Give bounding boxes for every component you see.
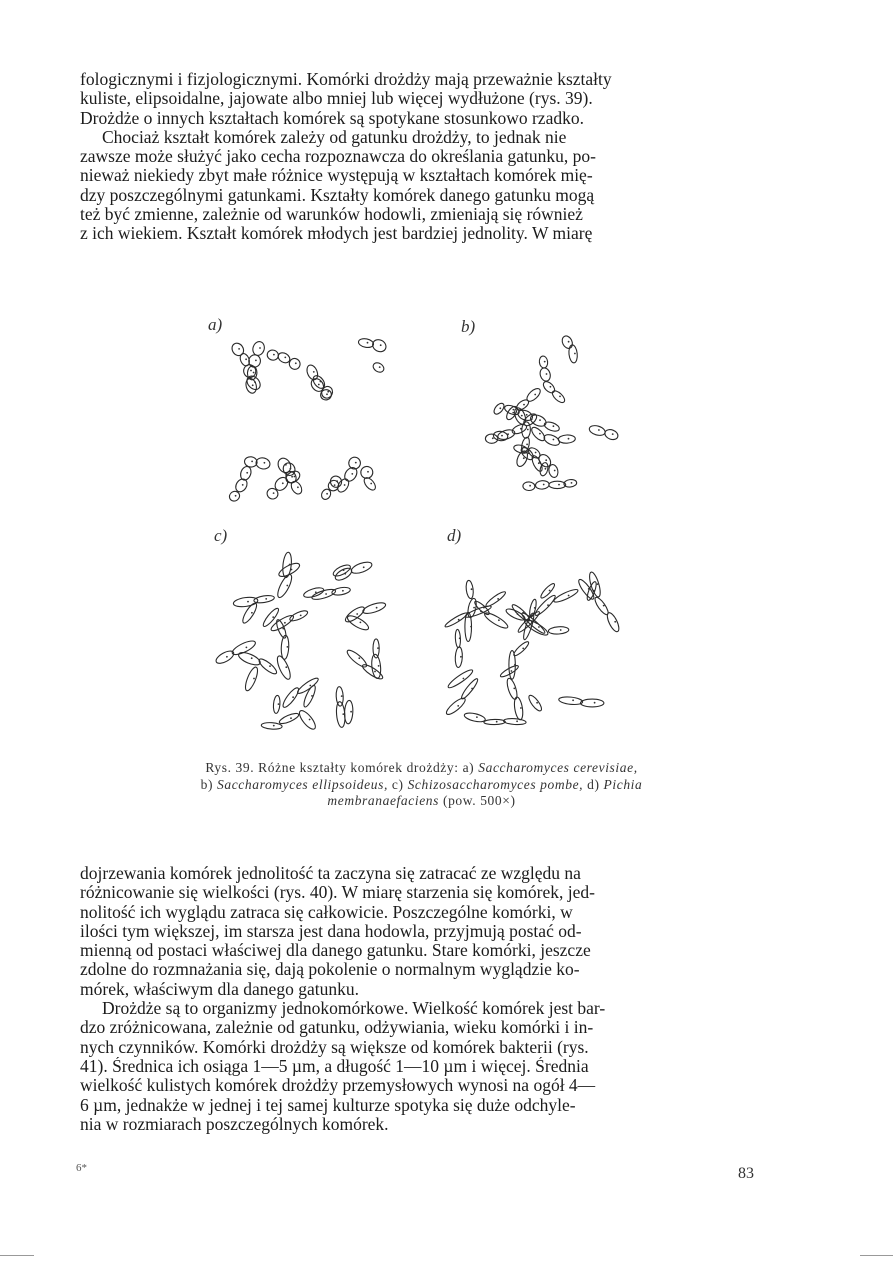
cell-granule-drawing	[574, 353, 576, 355]
cell-granule-drawing	[531, 419, 533, 421]
cell-granule-drawing	[300, 615, 302, 617]
cell-granule-drawing	[534, 394, 536, 396]
caption-line	[118, 777, 725, 794]
cell-granule-drawing	[497, 598, 499, 600]
yeast-cell-drawing	[265, 486, 280, 501]
caption-text: Rys. 39. Różne kształty komórek drożdży: a)	[205, 760, 479, 775]
cell-granule-drawing	[309, 719, 311, 721]
caption-text: b)	[200, 776, 218, 792]
yeast-cell-drawing	[243, 666, 260, 692]
cell-granule-drawing	[326, 393, 328, 395]
cell-granule-drawing	[342, 713, 344, 715]
caption-text: c)	[387, 776, 408, 792]
species-name: Pichia	[603, 776, 643, 792]
yeast-cell-drawing	[525, 386, 543, 403]
caption-line	[118, 760, 725, 777]
cell-granule-drawing	[603, 605, 605, 607]
page-number: 83	[738, 1165, 754, 1182]
yeast-cell-drawing	[277, 561, 301, 579]
cell-granule-drawing	[252, 384, 254, 386]
text-line: 6 µm, jednakże w jednej i tej samej kulturze spotyka się duże odchyle-	[80, 1095, 576, 1115]
paragraph-top	[80, 70, 762, 244]
figure-panel-b	[437, 315, 637, 515]
cell-granule-drawing	[265, 598, 267, 600]
cell-granule-drawing	[543, 484, 545, 486]
cell-granule-drawing	[255, 360, 257, 362]
text-line: zdolne do rozmnażania się, dają pokolenie o normalnym wyglądzie ko-	[80, 960, 580, 980]
cell-granule-drawing	[544, 361, 546, 363]
cell-granule-drawing	[273, 354, 275, 356]
cell-granule-drawing	[545, 459, 547, 461]
yeast-cell-drawing	[273, 475, 291, 493]
cell-granule-drawing	[367, 471, 369, 473]
yeast-cell-drawing	[550, 389, 566, 405]
cell-granule-drawing	[545, 468, 547, 470]
figure-panel-a	[208, 315, 412, 515]
cell-granule-drawing	[522, 648, 524, 650]
yeast-cell-drawing	[302, 684, 318, 708]
cell-granule-drawing	[327, 391, 329, 393]
cell-granule-drawing	[272, 616, 274, 618]
yeast-cell-drawing	[464, 711, 487, 723]
text-line: z ich wiekiem. Kształt komórek młodych jest bardziej jednolity. W miarę	[80, 224, 593, 244]
cell-granule-drawing	[379, 366, 381, 368]
yeast-cells-figure	[208, 315, 632, 751]
cell-granule-drawing	[527, 429, 529, 431]
cell-granule-drawing	[471, 588, 473, 590]
text-line: Drożdże o innych kształtach komórek są spotykane stosunkowo rzadko.	[80, 108, 584, 128]
cell-granule-drawing	[594, 702, 596, 704]
cell-granule-drawing	[513, 409, 515, 411]
cell-granule-drawing	[282, 628, 284, 630]
yeast-cell-drawing	[483, 610, 510, 630]
cell-granule-drawing	[251, 657, 253, 659]
yeast-cell-drawing	[261, 722, 282, 730]
yeast-cell-drawing	[362, 601, 387, 616]
cell-granule-drawing	[549, 590, 551, 592]
text-line: Chociaż kształt komórek zależy od gatunku drożdży, to jednak nie	[102, 127, 567, 147]
cell-granule-drawing	[554, 470, 556, 472]
panel-label-d: d)	[447, 526, 462, 545]
cell-granule-drawing	[473, 607, 475, 609]
cell-granule-drawing	[526, 444, 528, 446]
cell-granule-drawing	[614, 621, 616, 623]
yeast-cell-drawing	[446, 668, 474, 690]
cell-granule-drawing	[320, 381, 322, 383]
cell-granule-drawing	[289, 564, 291, 566]
yeast-cell-drawing	[371, 337, 389, 354]
cell-granule-drawing	[536, 622, 538, 624]
cell-granule-drawing	[290, 717, 292, 719]
cell-granule-drawing	[351, 473, 353, 475]
cell-granule-drawing	[539, 433, 541, 435]
cell-granule-drawing	[380, 344, 382, 346]
cell-granule-drawing	[292, 696, 294, 698]
cell-granule-drawing	[367, 342, 369, 344]
cell-granule-drawing	[550, 386, 552, 388]
text-line: ilości tym większej, im starsza jest dana hodowla, przyjmują postać od-	[80, 921, 582, 941]
yeast-cell-drawing	[576, 578, 596, 601]
yeast-cells-illustration-b	[437, 315, 637, 515]
yeast-cell-drawing	[530, 425, 547, 443]
yeast-cell-drawing	[587, 571, 602, 598]
yeast-cell-drawing	[281, 461, 297, 478]
caption-text: d)	[583, 776, 604, 792]
yeast-cell-drawing	[543, 420, 560, 433]
yeast-cell-drawing	[297, 708, 318, 731]
yeast-cell-drawing	[266, 349, 279, 361]
figure-caption	[118, 760, 725, 810]
scan-edge-line	[0, 1255, 34, 1256]
cell-granule-drawing	[250, 370, 252, 372]
yeast-cell-drawing	[541, 380, 556, 395]
cell-granule-drawing	[269, 665, 271, 667]
cell-granule-drawing	[520, 707, 522, 709]
cell-granule-drawing	[344, 484, 346, 486]
text-line: dojrzewania komórek jednolitość ta zaczyna się zatracać ze względu na	[80, 864, 581, 883]
yeast-cell-drawing	[344, 700, 353, 724]
cell-granule-drawing	[355, 462, 357, 464]
yeast-cell-drawing	[231, 638, 258, 657]
cell-granule-drawing	[568, 595, 570, 597]
cell-granule-drawing	[253, 678, 255, 680]
text-line: 41). Średnica ich osiąga 1—5 µm, a długość 1—10 µm i więcej. Średnia	[80, 1056, 589, 1076]
cell-granule-drawing	[291, 476, 293, 478]
cell-granule-drawing	[294, 476, 296, 478]
yeast-cell-drawing	[345, 648, 369, 670]
yeast-cell-drawing	[230, 341, 246, 358]
yeast-cell-drawing	[503, 718, 526, 725]
panel-label-a: a)	[208, 315, 223, 334]
text-line: dzy poszczególnymi gatunkami. Kształty komórek danego gatunku mogą	[80, 185, 595, 205]
cell-granule-drawing	[313, 371, 315, 373]
yeast-cell-drawing	[303, 586, 325, 599]
text-line: dzo zróżnicowana, zależnie od gatunku, odżywiania, wieku komórki i in-	[80, 1018, 594, 1038]
yeast-cell-drawing	[558, 435, 575, 444]
text-line: nieważ niekiedy zbyt małe różnice występują w kształtach komórek mię-	[80, 166, 593, 186]
cell-granule-drawing	[356, 613, 358, 615]
cell-granule-drawing	[273, 492, 275, 494]
panel-label-c: c)	[214, 526, 228, 545]
text-line: też być zmienne, zależnie od warunków hodowli, zmieniają się również	[80, 205, 583, 225]
cell-granule-drawing	[535, 452, 537, 454]
panel-label-b: b)	[461, 317, 476, 336]
yeast-cell-drawing	[289, 480, 304, 496]
cell-granule-drawing	[334, 484, 336, 486]
yeast-cell-drawing	[371, 361, 385, 374]
cell-granule-drawing	[612, 433, 614, 435]
cell-granule-drawing	[520, 428, 522, 430]
cell-granule-drawing	[513, 688, 515, 690]
yeast-cell-drawing	[465, 580, 474, 599]
species-name: membranaefaciens	[327, 793, 439, 808]
cell-granule-drawing	[282, 482, 284, 484]
cell-granule-drawing	[246, 472, 248, 474]
scan-edge-line	[860, 1255, 893, 1256]
cell-granule-drawing	[363, 566, 365, 568]
yeast-cell-drawing	[492, 401, 506, 415]
cell-granule-drawing	[529, 485, 531, 487]
cell-granule-drawing	[572, 699, 574, 701]
yeast-cell-drawing	[346, 613, 371, 632]
cell-granule-drawing	[483, 607, 485, 609]
cell-granule-drawing	[458, 619, 460, 621]
cell-granule-drawing	[286, 585, 288, 587]
text-line: nych czynników. Komórki drożdży są większe od komórek bakterii (rys.	[80, 1037, 589, 1057]
yeast-cells-illustration-c	[212, 540, 412, 740]
yeast-cell-drawing	[530, 454, 544, 473]
yeast-cell-drawing	[275, 654, 293, 680]
cell-granule-drawing	[512, 412, 514, 414]
yeast-cell-drawing	[331, 586, 351, 596]
cell-granule-drawing	[598, 429, 600, 431]
cell-granule-drawing	[517, 613, 519, 615]
caption-line	[118, 793, 725, 810]
cell-granule-drawing	[457, 705, 459, 707]
cell-granule-drawing	[459, 637, 461, 639]
cell-granule-drawing	[528, 452, 530, 454]
cell-granule-drawing	[295, 362, 297, 364]
text-line: kuliste, elipsoidalne, jajowate albo mniej lub więcej wydłużone (rys. 39).	[80, 89, 593, 109]
cell-granule-drawing	[539, 419, 541, 421]
cell-granule-drawing	[318, 384, 320, 386]
text-line: fologicznymi i fizjologicznymi. Komórki drożdży mają przeważnie kształty	[80, 70, 612, 89]
yeast-cell-drawing	[257, 657, 278, 676]
yeast-cell-drawing	[513, 696, 524, 720]
species-name: Saccharomyces ellipsoideus,	[217, 776, 388, 792]
species-name: Saccharomyces cerevisiae,	[478, 760, 638, 775]
text-line: różnicowanie się wielkości (rys. 40). W miarę starzenia się komórek, jed-	[80, 883, 595, 903]
cell-granule-drawing	[247, 601, 249, 603]
yeast-cell-drawing	[553, 587, 580, 604]
cell-granule-drawing	[311, 695, 313, 697]
cell-granule-drawing	[377, 647, 379, 649]
yeast-cell-drawing	[542, 433, 561, 448]
cell-granule-drawing	[558, 484, 560, 486]
cell-granule-drawing	[326, 493, 328, 495]
cell-granule-drawing	[523, 457, 525, 459]
cell-granule-drawing	[341, 695, 343, 697]
cell-granule-drawing	[370, 483, 372, 485]
cell-granule-drawing	[597, 583, 599, 585]
cell-granule-drawing	[284, 357, 286, 359]
yeast-cell-drawing	[581, 699, 604, 707]
cell-granule-drawing	[246, 647, 248, 649]
cell-granule-drawing	[547, 604, 549, 606]
yeast-cell-drawing	[350, 560, 373, 576]
yeast-cell-drawing	[588, 424, 606, 437]
yeast-cell-drawing	[335, 701, 345, 727]
text-line: wielkość kulistych komórek drożdży przemysłowych wynosi na ogół 4—	[80, 1076, 596, 1096]
cell-granule-drawing	[251, 612, 253, 614]
cell-granule-drawing	[226, 656, 228, 658]
yeast-cell-drawing	[281, 686, 301, 709]
cell-granule-drawing	[259, 347, 261, 349]
yeast-cells-illustration-d	[437, 540, 637, 740]
text-line: nolitość ich wyglądu zatraca się całkowicie. Poszczególne komórki, w	[80, 902, 573, 922]
cell-granule-drawing	[360, 622, 362, 624]
yeast-cell-drawing	[568, 345, 578, 364]
cell-granule-drawing	[253, 372, 255, 374]
text-line: zawsze może służyć jako cecha rozpoznawcza do określania gatunku, po-	[80, 147, 597, 167]
yeast-cell-drawing	[278, 711, 300, 725]
cell-granule-drawing	[378, 665, 380, 667]
cell-granule-drawing	[287, 646, 289, 648]
yeast-cell-drawing	[603, 428, 619, 441]
cell-granule-drawing	[538, 626, 540, 628]
cell-granule-drawing	[560, 629, 562, 631]
yeast-cell-drawing	[539, 356, 549, 369]
yeast-cell-drawing	[511, 423, 528, 436]
yeast-cell-drawing	[527, 694, 544, 713]
cell-granule-drawing	[235, 495, 237, 497]
yeast-cell-drawing	[548, 626, 569, 635]
cell-granule-drawing	[325, 593, 327, 595]
cell-granule-drawing	[523, 404, 525, 406]
cell-granule-drawing	[534, 607, 536, 609]
species-name: Schizosaccharomyces pombe,	[407, 776, 584, 792]
cell-granule-drawing	[492, 437, 494, 439]
cell-granule-drawing	[553, 439, 555, 441]
cell-granule-drawing	[242, 484, 244, 486]
cell-granule-drawing	[273, 725, 275, 727]
cell-granule-drawing	[553, 425, 555, 427]
yeast-cell-drawing	[335, 477, 351, 494]
cell-granule-drawing	[536, 702, 538, 704]
cell-granule-drawing	[496, 721, 498, 723]
cell-granule-drawing	[264, 462, 266, 464]
cell-granule-drawing	[507, 433, 509, 435]
cell-granule-drawing	[538, 462, 540, 464]
yeast-cell-drawing	[273, 695, 281, 713]
yeast-cell-drawing	[484, 719, 505, 725]
cell-granule-drawing	[501, 435, 503, 437]
signature-mark: 6*	[76, 1162, 87, 1174]
cell-granule-drawing	[568, 341, 570, 343]
text-line: mórek, właściwym dla danego gatunku.	[80, 979, 359, 999]
cell-granule-drawing	[476, 716, 478, 718]
cell-granule-drawing	[498, 619, 500, 621]
cell-granule-drawing	[463, 678, 465, 680]
cell-granule-drawing	[559, 396, 561, 398]
cell-granule-drawing	[297, 486, 299, 488]
yeast-cell-drawing	[558, 696, 583, 706]
yeast-cell-drawing	[261, 607, 280, 629]
cell-granule-drawing	[526, 414, 528, 416]
cell-granule-drawing	[546, 373, 548, 375]
caption-text: (pow. 500×)	[439, 793, 516, 808]
yeast-cell-drawing	[539, 582, 556, 600]
cell-granule-drawing	[571, 482, 573, 484]
figure-panel-c	[212, 526, 412, 740]
text-line: Drożdże są to organizmy jednokomórkowe. Wielkość komórek jest bar-	[102, 999, 606, 1019]
yeast-cell-drawing	[539, 367, 552, 383]
yeast-cell-drawing	[528, 599, 537, 618]
cell-granule-drawing	[309, 685, 311, 687]
yeast-cell-drawing	[497, 428, 516, 441]
yeast-cell-drawing	[560, 334, 574, 350]
cell-granule-drawing	[511, 670, 513, 672]
cell-granule-drawing	[471, 688, 473, 690]
figure-panel-d	[437, 526, 637, 740]
yeast-cells-illustration-a	[212, 315, 412, 515]
cell-granule-drawing	[285, 666, 287, 668]
paragraph-bottom	[80, 864, 762, 1134]
cell-granule-drawing	[290, 468, 292, 470]
yeast-cell-drawing	[549, 481, 566, 488]
cell-granule-drawing	[342, 590, 344, 592]
yeast-cell-drawing	[523, 482, 535, 491]
text-line: nia w rozmiarach poszczególnych komórek.	[80, 1114, 389, 1134]
cell-granule-drawing	[251, 461, 253, 463]
cell-granule-drawing	[238, 348, 240, 350]
cell-granule-drawing	[376, 607, 378, 609]
yeast-cell-drawing	[240, 601, 258, 624]
cell-granule-drawing	[278, 703, 280, 705]
cell-granule-drawing	[245, 358, 247, 360]
yeast-cell-drawing	[251, 340, 266, 357]
cell-granule-drawing	[350, 711, 352, 713]
cell-granule-drawing	[516, 720, 518, 722]
cell-granule-drawing	[374, 671, 376, 673]
cell-granule-drawing	[568, 438, 570, 440]
cell-granule-drawing	[499, 407, 501, 409]
cell-granule-drawing	[470, 626, 472, 628]
cell-granule-drawing	[344, 573, 346, 575]
yeast-cell-drawing	[237, 650, 262, 667]
cell-granule-drawing	[460, 656, 462, 658]
yeast-cell-drawing	[505, 607, 527, 622]
yeast-cell-drawing	[275, 619, 288, 639]
yeast-cell-drawing	[214, 649, 235, 666]
yeast-cell-drawing	[358, 338, 375, 349]
cell-granule-drawing	[358, 657, 360, 659]
cell-granule-drawing	[284, 622, 286, 624]
yeast-cell-drawing	[535, 480, 549, 490]
cell-granule-drawing	[521, 415, 523, 417]
text-line: mienną od postaci właściwej dla danego gatunku. Stare komórki, jeszcze	[80, 941, 591, 961]
yeast-cell-drawing	[605, 611, 621, 633]
